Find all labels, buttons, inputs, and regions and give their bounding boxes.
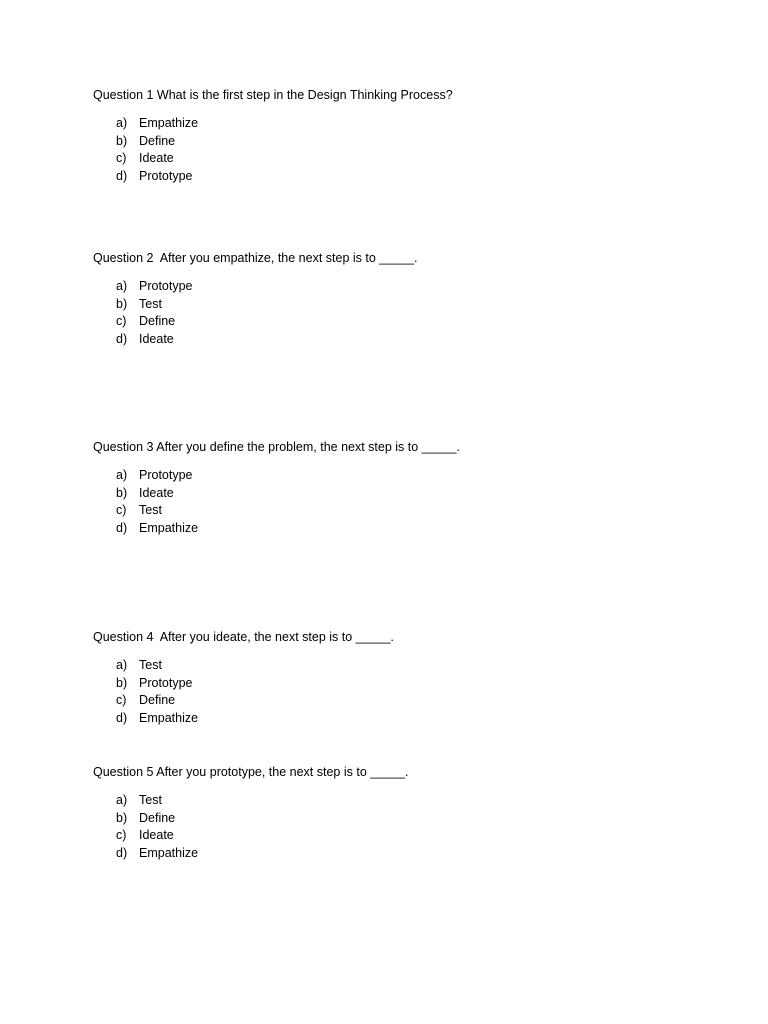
- option-a: [93, 657, 693, 675]
- option-d: [93, 845, 693, 863]
- option-text: Empathize: [139, 710, 199, 725]
- option-a: [93, 278, 693, 296]
- option-letter: d): [116, 710, 128, 725]
- question-text: Question 1 What is the first step in the Design Thinking Process?: [93, 88, 453, 102]
- option-letter: a): [116, 793, 128, 807]
- question-text: Question 4 After you ideate, the next step is to _____.: [93, 630, 394, 644]
- option-b: [93, 485, 693, 503]
- option-letter: a): [116, 468, 128, 482]
- option-letter: b): [116, 810, 128, 825]
- option-text: Ideate: [139, 331, 174, 346]
- option-letter: c): [116, 151, 127, 166]
- option-letter: d): [116, 520, 128, 535]
- option-text: Define: [139, 810, 176, 825]
- option-letter: c): [116, 693, 127, 708]
- option-text: Test: [139, 503, 162, 518]
- option-letter: c): [116, 314, 127, 329]
- option-letter: b): [116, 485, 128, 500]
- option-letter: b): [116, 133, 128, 148]
- question-1: [93, 87, 693, 185]
- option-d: [93, 331, 693, 349]
- option-a: [93, 467, 693, 485]
- option-a: [93, 792, 693, 810]
- option-text: Test: [139, 658, 162, 672]
- question-text: Question 2 After you empathize, the next step is to _____.: [93, 251, 418, 265]
- option-text: Define: [139, 314, 176, 329]
- option-c: [93, 150, 693, 168]
- question-3: [93, 439, 693, 537]
- option-d: [93, 710, 693, 728]
- option-letter: a): [116, 658, 128, 672]
- option-text: Ideate: [139, 151, 174, 166]
- option-text: Test: [139, 296, 162, 311]
- option-text: Empathize: [139, 520, 199, 535]
- option-d: [93, 168, 693, 186]
- option-letter: b): [116, 675, 128, 690]
- option-b: [93, 675, 693, 693]
- option-a: [93, 115, 693, 133]
- option-letter: a): [116, 116, 128, 130]
- option-text: Define: [139, 693, 176, 708]
- option-list: [93, 115, 693, 185]
- option-d: [93, 520, 693, 538]
- question-text: Question 5 After you prototype, the next step is to _____.: [93, 765, 409, 779]
- option-list: [93, 278, 693, 348]
- option-letter: c): [116, 828, 127, 843]
- option-text: Ideate: [139, 485, 174, 500]
- option-text: Empathize: [139, 116, 199, 130]
- option-c: [93, 827, 693, 845]
- option-letter: a): [116, 279, 128, 293]
- option-b: [93, 296, 693, 314]
- option-letter: d): [116, 331, 128, 346]
- option-text: Prototype: [139, 468, 193, 482]
- question-5: [93, 764, 693, 862]
- option-letter: c): [116, 503, 127, 518]
- option-list: [93, 467, 693, 537]
- option-c: [93, 692, 693, 710]
- question-2: [93, 250, 693, 348]
- question-4: [93, 629, 693, 727]
- option-letter: d): [116, 168, 128, 183]
- option-text: Prototype: [139, 279, 193, 293]
- option-text: Test: [139, 793, 162, 807]
- option-text: Ideate: [139, 828, 174, 843]
- option-list: [93, 657, 693, 727]
- option-b: [93, 810, 693, 828]
- option-text: Define: [139, 133, 176, 148]
- option-text: Prototype: [139, 168, 193, 183]
- option-b: [93, 133, 693, 151]
- option-text: Prototype: [139, 675, 193, 690]
- option-text: Empathize: [139, 845, 199, 860]
- option-letter: d): [116, 845, 128, 860]
- option-list: [93, 792, 693, 862]
- question-text: Question 3 After you define the problem, the next step is to _____.: [93, 440, 460, 454]
- option-c: [93, 313, 693, 331]
- option-letter: b): [116, 296, 128, 311]
- option-c: [93, 502, 693, 520]
